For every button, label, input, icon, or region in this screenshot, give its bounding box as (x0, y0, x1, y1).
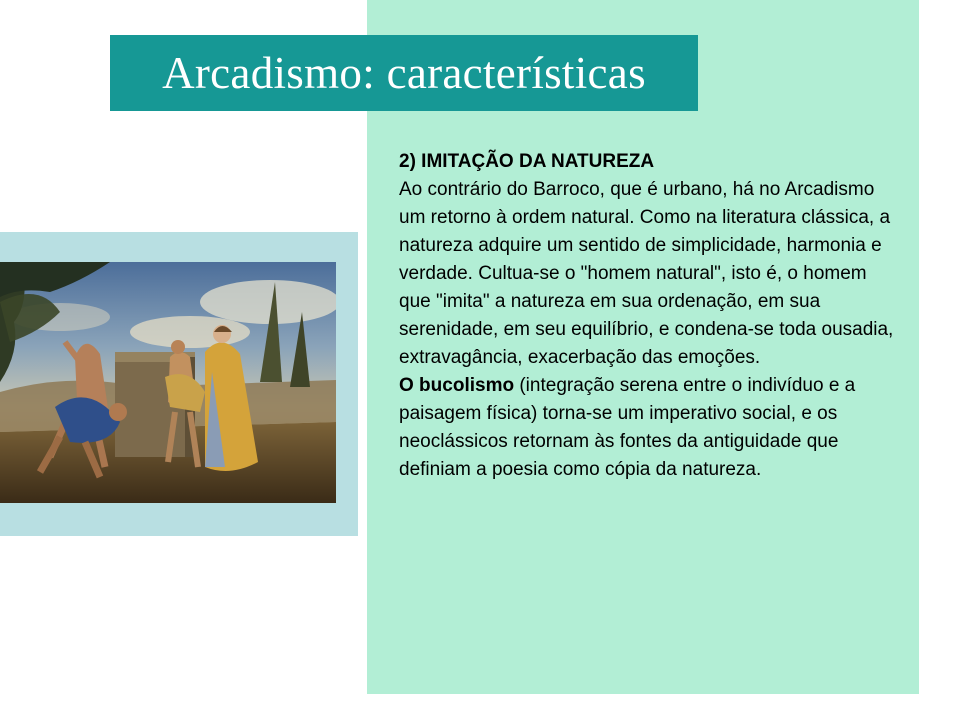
painting-image (0, 262, 336, 503)
paragraph-natureza: Ao contrário do Barroco, que é urbano, há no Arcadismo um retorno à ordem natural. Como na literatura clássica, a natureza adquire um sentido de simplicidade, harmonia e verdade. Cultua-se o "homem natural", isto é, o homem que "imita" a natureza em sua ordenação, em sua serenidade, em seu equilíbrio, e condena-se toda ousadia, extravagância, exacerbação das emoções. (399, 179, 894, 368)
body-text (399, 148, 899, 484)
bucolismo-term: O bucolismo (399, 375, 515, 396)
section-heading: 2) IMITAÇÃO DA NATUREZA (399, 151, 655, 172)
bucolismo-text: (integração serena entre o indivíduo e a paisagem física) torna-se um imperativo social, e os neoclássicos retornam às fontes da antiguidade que definiam a poesia como cópia da natureza. (399, 375, 856, 480)
title-bar (110, 35, 698, 111)
slide-title: Arcadismo: características (162, 48, 646, 98)
paragraph-bucolismo (399, 372, 899, 484)
